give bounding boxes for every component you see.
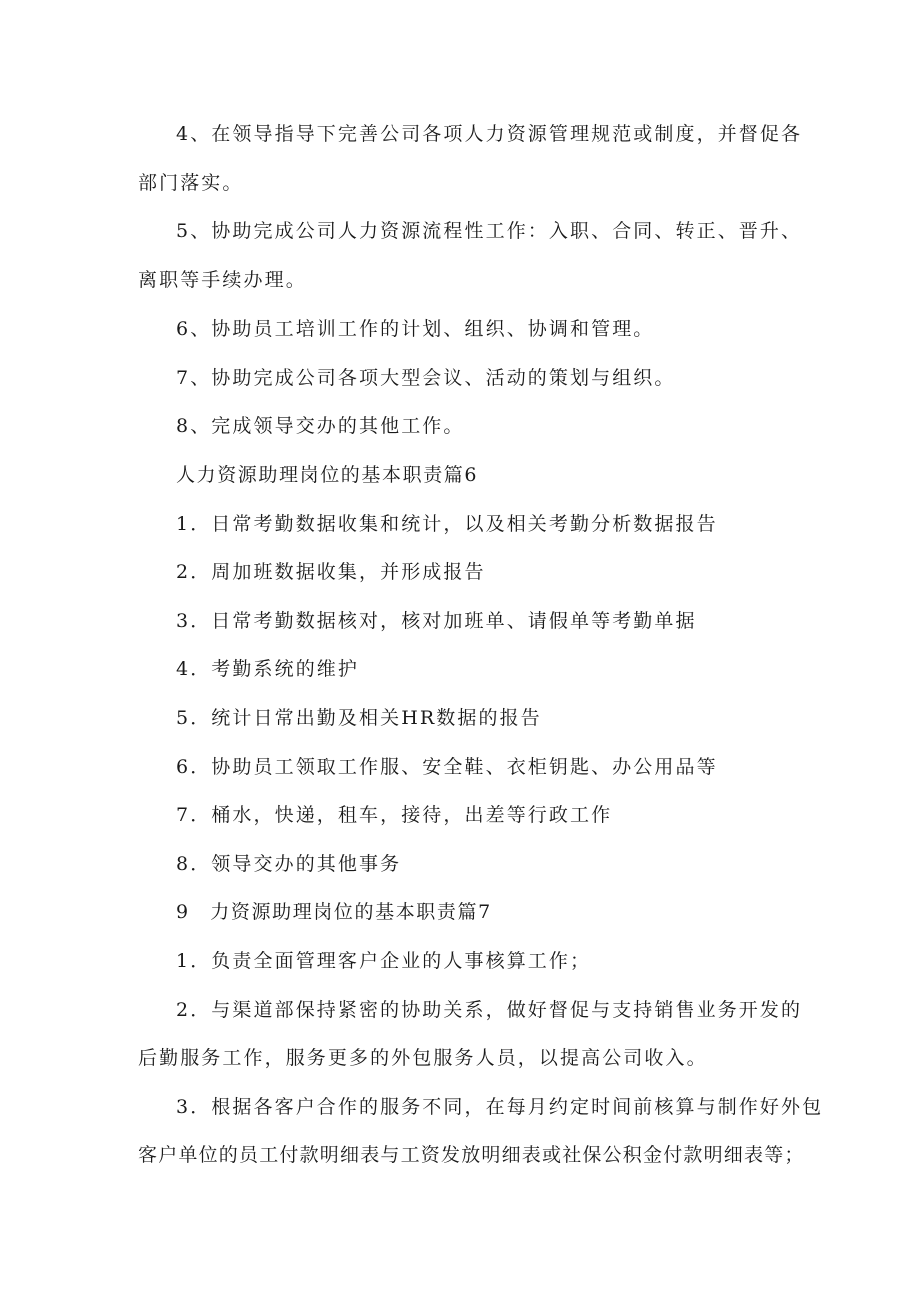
list-item-4: 4．考勤系统的维护 — [176, 658, 359, 680]
list-item-6: 6．协助员工领取工作服、安全鞋、衣柜钥匙、办公用品等 — [176, 756, 718, 778]
list-item-3: 3．日常考勤数据核对，核对加班单、请假单等考勤单据 — [176, 610, 697, 632]
section-heading-6: 人力资源助理岗位的基本职责篇6 — [176, 464, 479, 486]
paragraph-4-line-2: 部门落实。 — [138, 172, 244, 194]
paragraph-8: 8、完成领导交办的其他工作。 — [176, 415, 465, 437]
duty-item-2-line-1: 2．与渠道部保持紧密的协助关系，做好督促与支持销售业务开发的 — [176, 999, 803, 1021]
paragraph-4-line-1: 4、在领导指导下完善公司各项人力资源管理规范或制度，并督促各 — [176, 123, 803, 145]
paragraph-7: 7、协助完成公司各项大型会议、活动的策划与组织。 — [176, 367, 676, 389]
paragraph-5-line-1: 5、协助完成公司人力资源流程性工作：入职、合同、转正、晋升、 — [176, 220, 803, 242]
list-item-7: 7．桶水，快递，租车，接待，出差等行政工作 — [176, 804, 613, 826]
duty-item-1: 1．负责全面管理客户企业的人事核算工作； — [176, 950, 592, 972]
duty-item-2-line-2: 后勤服务工作，服务更多的外包服务人员，以提高公司收入。 — [138, 1047, 708, 1069]
paragraph-5-line-2: 离职等手续办理。 — [138, 269, 307, 291]
duty-item-3-line-2: 客户单位的员工付款明细表与工资发放明细表或社保公积金付款明细表等； — [138, 1144, 805, 1166]
duty-item-3-line-1: 3．根据各客户合作的服务不同，在每月约定时间前核算与制作好外包 — [176, 1096, 824, 1118]
list-item-8: 8．领导交办的其他事务 — [176, 853, 402, 875]
paragraph-6: 6、协助员工培训工作的计划、组织、协调和管理。 — [176, 318, 655, 340]
section-heading-7: 9 力资源助理岗位的基本职责篇7 — [176, 901, 492, 923]
list-item-2: 2．周加班数据收集，并形成报告 — [176, 561, 486, 583]
list-item-5: 5．统计日常出勤及相关HR数据的报告 — [176, 707, 542, 729]
list-item-1: 1．日常考勤数据收集和统计，以及相关考勤分析数据报告 — [176, 513, 718, 535]
